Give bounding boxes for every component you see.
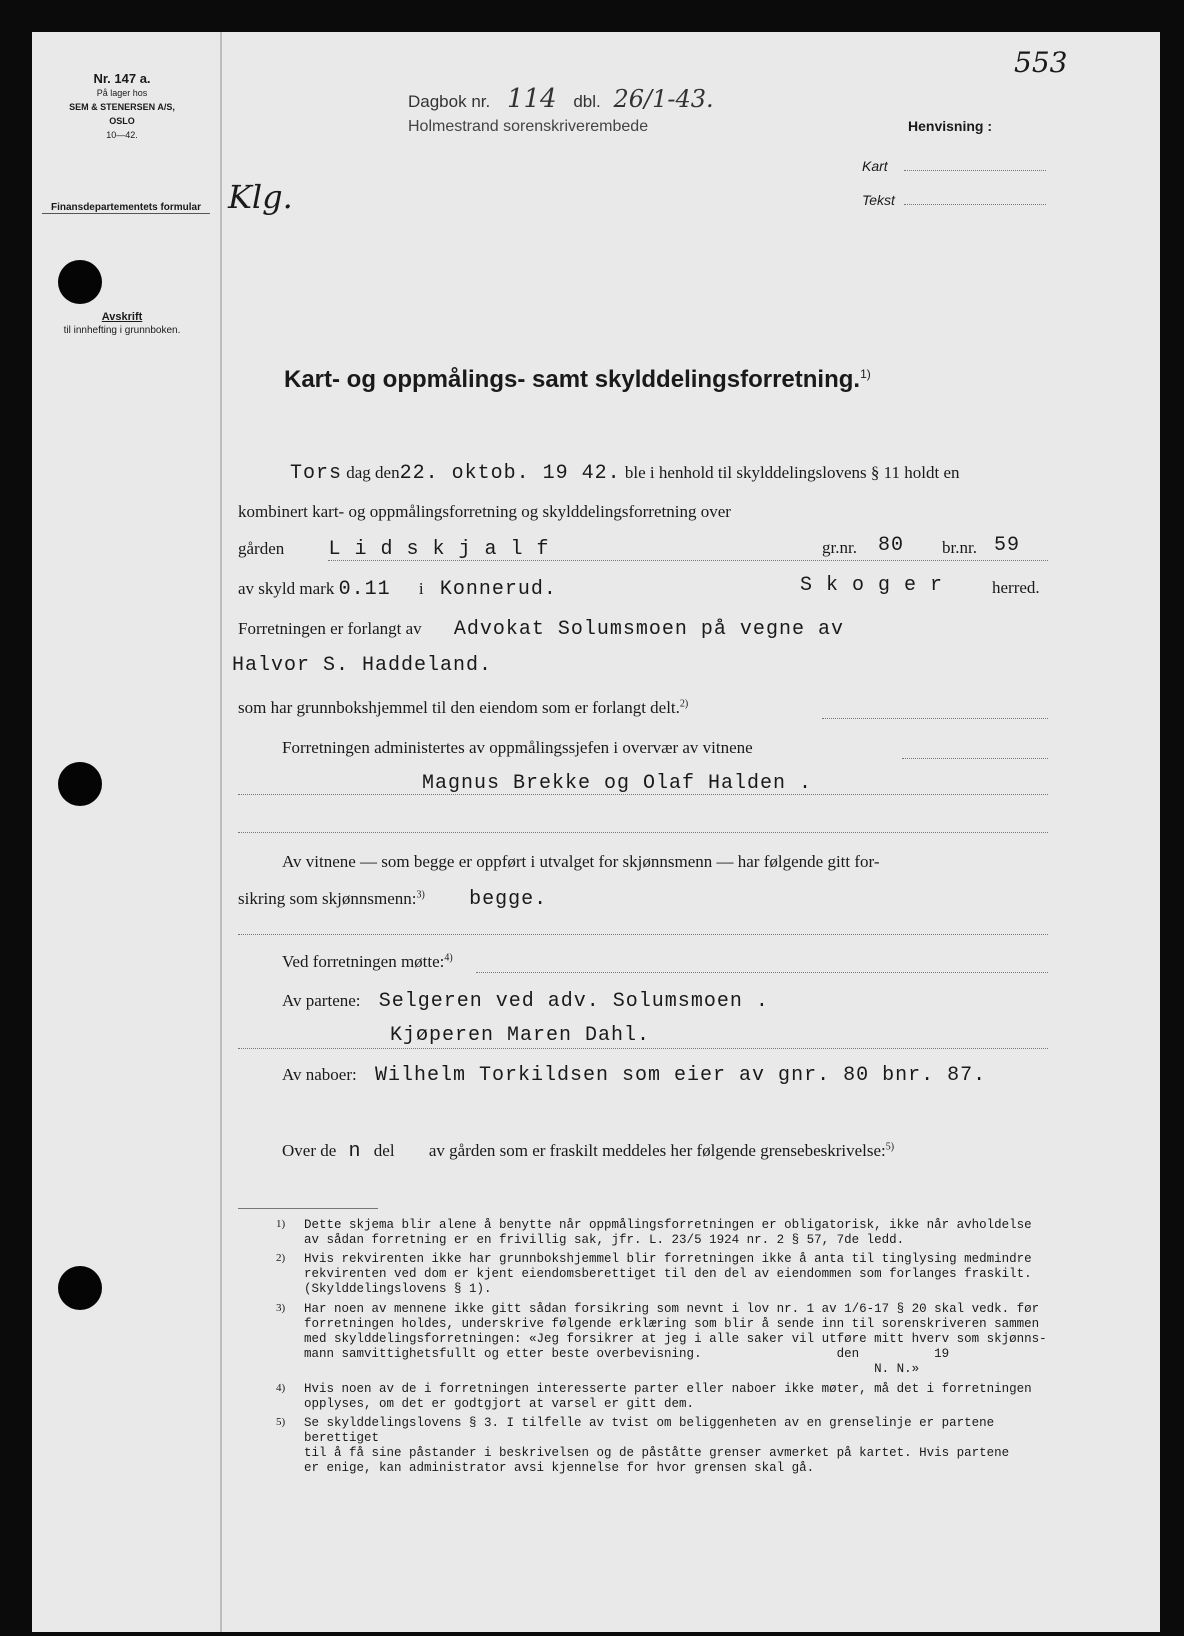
title-note: 1): [860, 367, 871, 381]
diary-line: [408, 84, 714, 114]
boundary-note: 5): [885, 1141, 895, 1153]
attend-line: [476, 972, 1048, 973]
tax-value: 0.11: [338, 578, 391, 601]
witness-note: 3): [416, 889, 425, 901]
farm-name: L i d s k j a l f: [328, 538, 550, 561]
witness-line-2: [238, 832, 1048, 833]
footnote: [276, 1382, 1066, 1412]
admin-dotline: [902, 758, 1048, 759]
copy-subtitle: til innhefting i grunnboken.: [63, 325, 181, 336]
diary-number: 114: [506, 84, 557, 114]
footnote-number: 1): [276, 1218, 286, 1230]
text-field: [862, 192, 1046, 208]
line-farm: [238, 534, 1050, 561]
party-1: Selgeren ved adv. Solumsmoen .: [378, 990, 769, 1013]
date-typed: 22. oktob. 19 42.: [399, 462, 621, 485]
herred-label: herred.: [992, 578, 1040, 597]
witness-answer-line: [238, 934, 1048, 935]
text-label: Tekst: [862, 192, 895, 208]
tax-label: av skyld mark: [238, 579, 335, 598]
page-number: 553: [1014, 46, 1068, 79]
attend-label: [282, 952, 453, 972]
map-field: [862, 158, 1046, 174]
over-value: n: [348, 1140, 362, 1163]
del-label: del: [373, 1141, 395, 1160]
witness-line-1: [238, 794, 1048, 795]
publisher-line1: På lager hos: [96, 88, 148, 98]
office-name: Holmestrand sorenskriverembede: [408, 118, 649, 135]
line-date: [260, 462, 1050, 485]
title-holder-note: 2): [679, 698, 689, 710]
form-info: [62, 72, 182, 142]
diary-date: 26/1-43.: [613, 85, 714, 113]
footnote-text: Har noen av mennene ikke gitt sådan forsikring som nevnt i lov nr. 1 av 1/6-17 § 20 skal vedk. før forretningen holdes, underskrive følgende erklæring som blir å sende inn til sorenskriveren sammen med skylddelingsforretningen: «Jeg forsikrer at jeg i alle saker vil utføre mitt hverv som skjønns- mann samvittighetsfullt og etter beste overbevisning. den 19 N. N.»: [304, 1302, 1047, 1376]
over-label: Over de: [282, 1141, 337, 1160]
footnote-text: Hvis noen av de i forretningen interesserte parter eller naboer ikke møter, må det i forretningen opplyses, om det er godtgjort at varsel er gitt dem.: [304, 1382, 1032, 1411]
witnesses: Magnus Brekke og Olaf Halden .: [422, 772, 813, 795]
line-boundary: [282, 1140, 1052, 1163]
document-title: [284, 366, 871, 394]
punch-hole: [58, 260, 102, 304]
copy-title: Avskrift: [101, 311, 143, 323]
diary-label: Dagbok nr.: [408, 92, 491, 111]
boundary-text: av gården som er fraskilt meddeles her følgende grensebeskrivelse:: [428, 1141, 886, 1160]
line1-rest: ble i henhold til skylddelingslovens § 11 holdt en: [624, 463, 960, 482]
line-neighbours: [282, 1064, 1052, 1087]
admin-line: Forretningen administertes av oppmålingssjefen i overvær av vitnene: [282, 738, 753, 757]
initials: Klg.: [228, 178, 293, 216]
requested-by-1: Advokat Solumsmoen på vegne av: [453, 618, 844, 641]
publisher-line2: SEM & STENERSEN A/S, OSLO: [69, 102, 175, 126]
day-typed: Tors: [290, 462, 343, 485]
farm-label: gården: [238, 539, 285, 558]
footnote-number: 3): [276, 1302, 286, 1314]
footnote-text: Se skylddelingslovens § 3. I tilfelle av tvist om beliggenheten av en grenselinje er partene berettiget til å få sine påstander i beskrivelsen og de påståtte grenser avmerket på kartet. Hvis partene er enige, kan administrator avsi kjennelse for hvor grensen skal gå.: [304, 1416, 1010, 1475]
copy-note: [32, 310, 212, 338]
footnote: [276, 1252, 1066, 1297]
punch-hole: [58, 1266, 102, 1310]
dbl-label: dbl.: [573, 92, 601, 111]
attend-note: 4): [444, 952, 453, 964]
day-suffix: dag den: [346, 463, 400, 482]
neighbour-1: Wilhelm Torkildsen som eier av gnr. 80 bnr. 87.: [375, 1064, 987, 1087]
grnr-label: gr.nr.: [822, 538, 857, 557]
party-2: Kjøperen Maren Dahl.: [390, 1024, 651, 1047]
line-parties: [282, 990, 1052, 1013]
text-line: [904, 204, 1046, 205]
requested-label: Forretningen er forlangt av: [238, 619, 422, 638]
line-tax: [238, 574, 1050, 601]
line2: kombinert kart- og oppmålingsforretning og skylddelingsforretning over: [238, 502, 731, 521]
title-holder-line: [822, 718, 1048, 719]
neighbours-label: Av naboer:: [282, 1065, 357, 1084]
parties-label: Av partene:: [282, 991, 361, 1010]
title-text: Kart- og oppmålings- samt skylddelingsforretning.: [284, 366, 861, 393]
footnote-number: 5): [276, 1416, 286, 1428]
map-line: [904, 170, 1046, 171]
witness-text-2: [238, 888, 547, 911]
map-label: Kart: [862, 158, 888, 174]
grnr: 80: [878, 534, 905, 557]
reference-label: Henvisning :: [908, 118, 993, 134]
title-holder-text: som har grunnbokshjemmel til den eiendom som er forlangt delt.: [238, 698, 680, 717]
footnote: [276, 1218, 1066, 1248]
in-label: i: [418, 579, 424, 598]
parties-line: [238, 1048, 1048, 1049]
margin-strip: [32, 32, 222, 1632]
print-date: 10—42.: [106, 130, 138, 140]
district: Konnerud.: [439, 578, 557, 601]
brnr-label: br.nr.: [942, 538, 977, 557]
witness-text-1: Av vitnene — som begge er oppført i utvalget for skjønnsmenn — har følgende gitt for-: [282, 852, 880, 871]
witness-answer: begge.: [469, 888, 548, 911]
footnote: [276, 1302, 1066, 1377]
witness-text-2-label: sikring som skjønnsmenn:: [238, 889, 417, 908]
attend-text: Ved forretningen møtte:: [282, 952, 445, 971]
requested-by-2: Halvor S. Haddeland.: [232, 654, 493, 677]
line-title-holder: [238, 698, 688, 718]
ministry-form: Finansdepartementets formular: [42, 202, 210, 214]
line-requested: [238, 618, 1050, 641]
form-number: Nr. 147 a.: [93, 71, 151, 86]
footnote-number: 4): [276, 1382, 286, 1394]
brnr: 59: [994, 534, 1021, 557]
footnote-text: Hvis rekvirenten ikke har grunnbokshjemmel blir forretningen ikke å anta til tinglysing medmindre rekvirenten ved dom er kjent eiendomsberettiget til den del av eiendommen som forlanges fraskilt. (Skylddelingslovens § 1).: [304, 1252, 1032, 1296]
footnote: [276, 1416, 1066, 1476]
municipality: S k o g e r: [800, 574, 944, 597]
farm-line: [328, 560, 1048, 561]
footnote-number: 2): [276, 1252, 286, 1264]
footnote-divider: [238, 1208, 378, 1209]
footnote-text: Dette skjema blir alene å benytte når oppmålingsforretningen er obligatorisk, ikke når avholdelse av sådan forretning er en frivillig sak, jfr. L. 23/5 1924 nr. 2 § 57, 7de ledd.: [304, 1218, 1032, 1247]
document-page: [32, 32, 1160, 1632]
punch-hole: [58, 762, 102, 806]
